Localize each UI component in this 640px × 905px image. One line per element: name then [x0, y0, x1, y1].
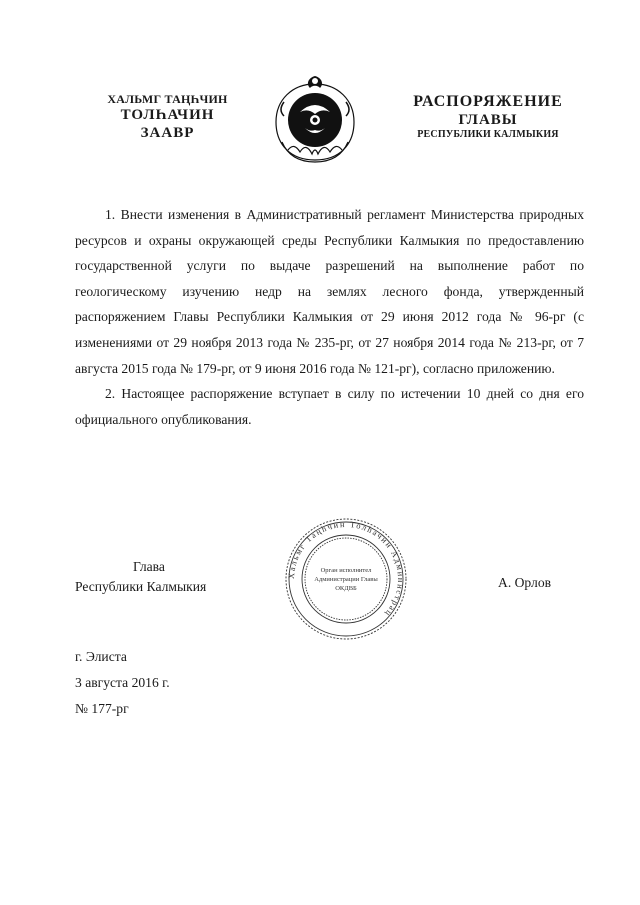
header-right-line1: РАСПОРЯЖЕНИЕ	[413, 93, 563, 110]
document-footer	[75, 644, 170, 722]
header-right-line3: РЕСПУБЛИКИ КАЛМЫКИЯ	[417, 129, 559, 141]
footer-city: г. Элиста	[75, 649, 127, 664]
signatory-title-line1: Глава	[133, 559, 165, 574]
header-russian	[398, 92, 578, 141]
seal-center-line3: ОКДВБ	[335, 585, 357, 592]
document-body	[75, 202, 584, 432]
signatory-title	[75, 557, 255, 597]
header-kalmyk	[100, 92, 235, 142]
paragraph-1: 1. Внести изменения в Административный регламент Министерства природных ресурсов и охраны окружающей среды Республики Калмыкия по предоставлению государственной услуги по выдаче разрешений на выполнение работ по геологическому изучению недр на землях лесного фонда, утвержденный распоряжением Главы Республики Калмыкия от 29 июня 2012 года № 96-рг (с изменениями от 29 ноября 2013 года № 235-рг, от 27 ноября 2014 года № 213-рг, от 7 августа 2015 года № 179-рг, от 9 июня 2016 года № 121-рг), согласно приложению.	[75, 207, 584, 376]
footer-number: № 177-рг	[75, 701, 129, 716]
seal-ring-text: Хальмг Таңһчин Толһачин Администрац	[286, 519, 406, 619]
emblem-icon	[270, 72, 360, 164]
signatory-title-line2: Республики Калмыкия	[75, 579, 207, 594]
header-left-line2: ТОЛҺАЧИН	[120, 107, 215, 124]
seal-center-line1: Орган исполнител	[320, 567, 372, 574]
header-left-line1: ХАЛЬМГ ТАҢҺЧИН	[107, 92, 228, 106]
seal-center-line2: Администрации Главы	[314, 576, 378, 583]
official-seal-icon	[283, 517, 409, 641]
header-right-line2: ГЛАВЫ	[458, 112, 518, 129]
footer-date: 3 августа 2016 г.	[75, 675, 170, 690]
paragraph-2: 2. Настоящее распоряжение вступает в силу по истечении 10 дней со дня его официального опубликования.	[75, 386, 584, 427]
header-left-line3: ЗААВР	[140, 125, 195, 142]
signatory-name: А. Орлов	[498, 575, 552, 590]
